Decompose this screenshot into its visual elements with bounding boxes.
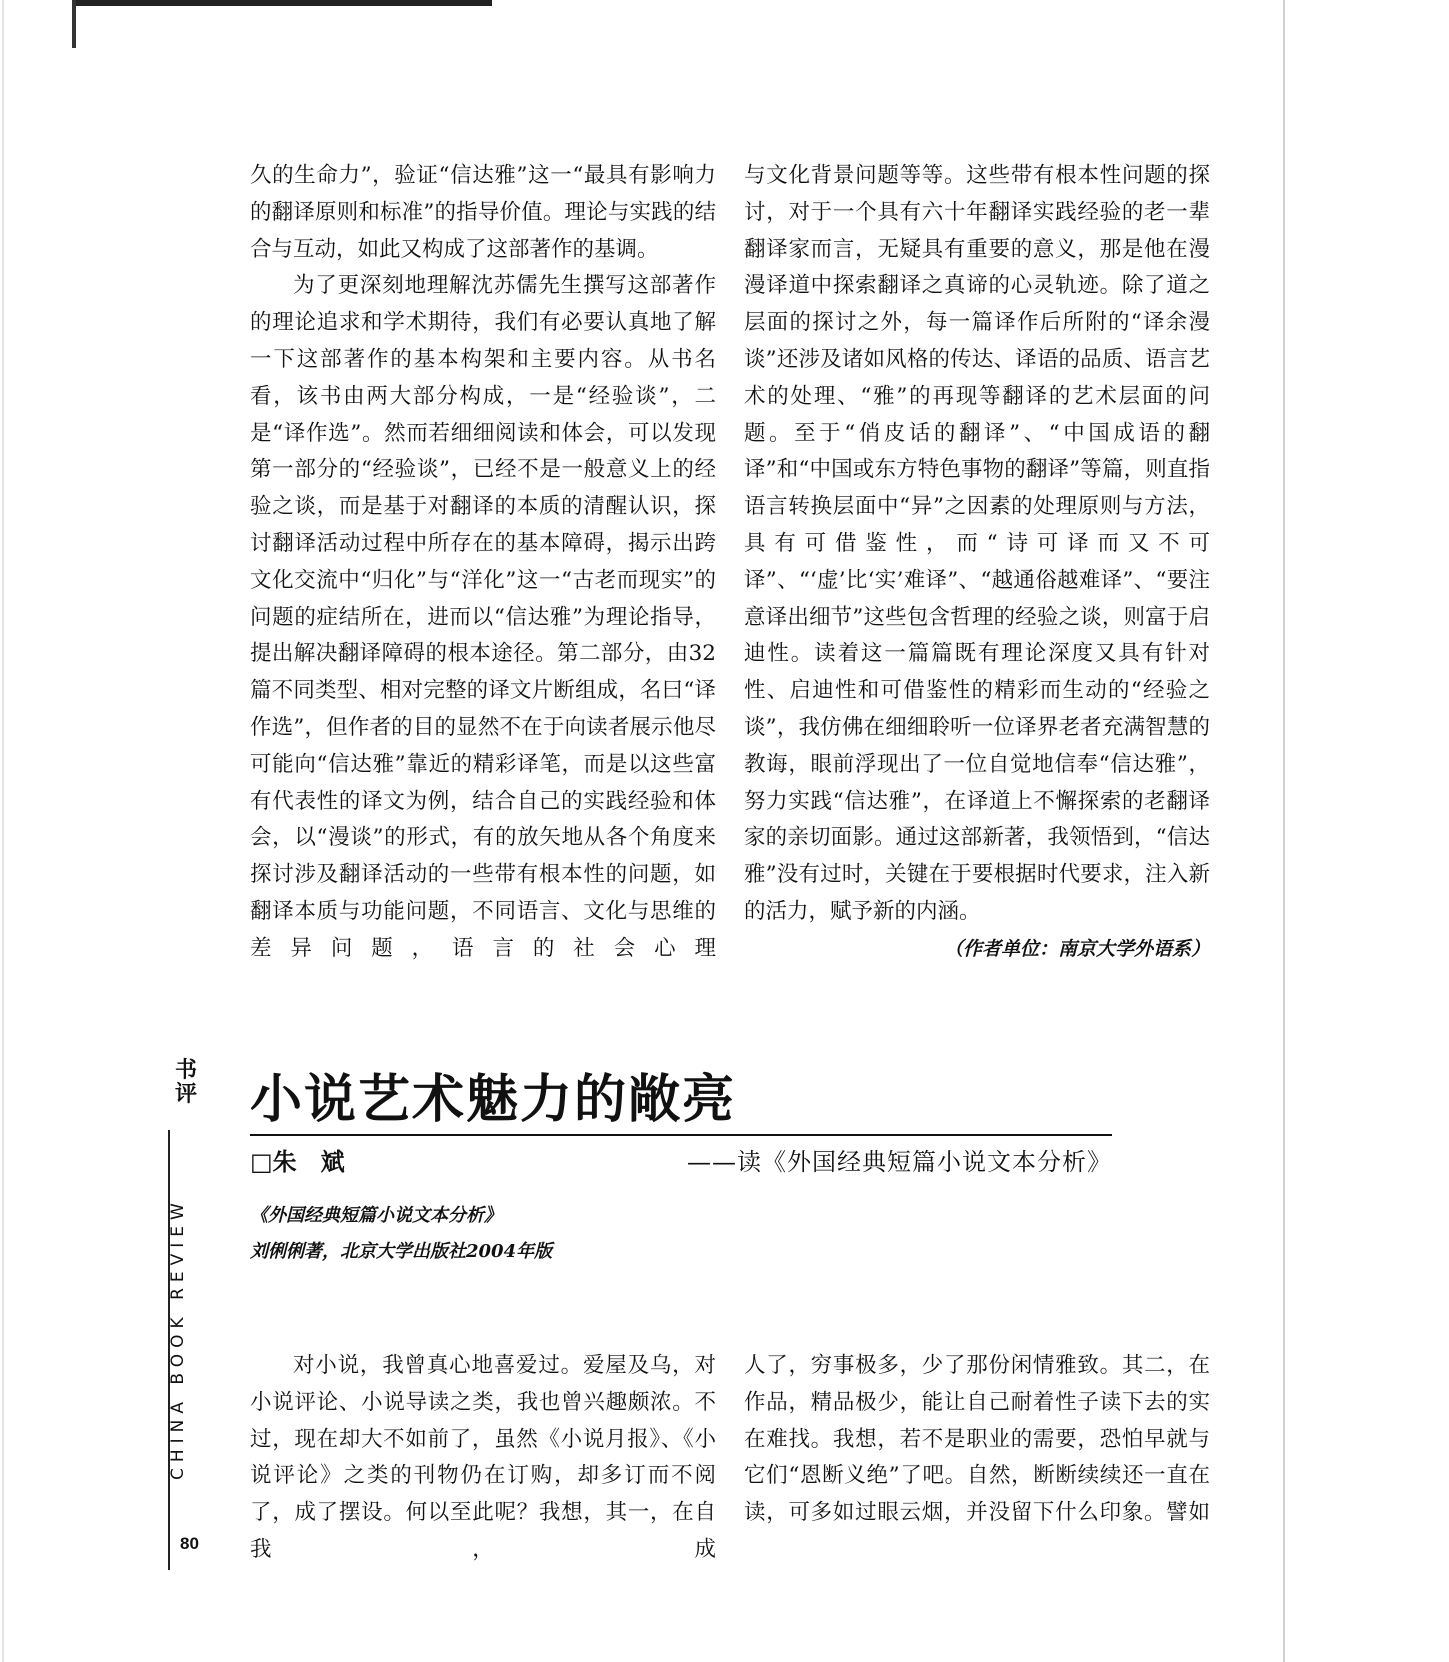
lower-left-column	[250, 1348, 716, 1569]
paragraph: 人了，穷事极多，少了那份闲情雅致。其二，在作品，精品极少，能让自己耐着性子读下去的实在难找。我想，若不是职业的需要，恐怕早就与它们“恩断义绝”了吧。自然，断断续续还一直在读，可多如过眼云烟，并没留下什么印象。譬如	[744, 1353, 1210, 1526]
top-corner-rule	[72, 0, 76, 48]
column-name-en: CHINA BOOK REVIEW	[168, 1197, 188, 1480]
title-underline	[250, 1134, 1112, 1136]
book-info	[250, 1198, 552, 1270]
paragraph: 与文化背景问题等等。这些带有根本性问题的探讨，对于一个具有六十年翻译实践经验的老一辈翻译家而言，无疑具有重要的意义，那是他在漫漫译道中探索翻译之真谛的心灵轨迹。除了道之层面的探讨之外，每一篇译作后所附的“译余漫谈”还涉及诸如风格的传达、译语的品质、语言艺术的处理、“雅”的再现等翻译的艺术层面的问题。至于“俏皮话的翻译”、“中国成语的翻译”和“中国或东方特色事物的翻译”等篇，则直指语言转换层面中“异”之因素的处理原则与方法，具有可借鉴性，而“诗可译而又不可译”、“‘虚’比‘实’难译”、“越通俗越难译”、“要注意译出细节”这些包含哲理的经验之谈，则富于启迪性。读着这一篇篇既有理论深度又具有针对性、启迪性和可借鉴性的精彩而生动的“经验之谈”，我仿佛在细细聆听一位译界老者充满智慧的教诲，眼前浮现出了一位自觉地信奉“信达雅”，努力实践“信达雅”，在译道上不懈探索的老翻译家的亲切面影。通过这部新著，我领悟到，“信达雅”没有过时，关键在于要根据时代要求，注入新的活力，赋予新的内涵。	[744, 163, 1210, 924]
lower-right-column	[744, 1348, 1210, 1532]
article-subtitle: ——读《外国经典短篇小说文本分析》	[687, 1148, 1112, 1176]
paragraph: 久的生命力”，验证“信达雅”这一“最具有影响力的翻译原则和标准”的指导价值。理论与实践的结合与互动，如此又构成了这部著作的基调。	[250, 163, 716, 262]
scan-right-edge	[1283, 0, 1285, 1662]
page-number: 80	[180, 1534, 199, 1553]
article-title: 小说艺术魅力的敞亮	[250, 1069, 737, 1130]
paragraph: 为了更深刻地理解沈苏儒先生撰写这部著作的理论追求和学术期待，我们有必要认真地了解一下这部著作的基本构架和主要内容。从书名看，该书由两大部分构成，一是“经验谈”，二是“译作选”。然而若细细阅读和体会，可以发现第一部分的“经验谈”，已经不是一般意义上的经验之谈，而是基于对翻译的本质的清醒认识，探讨翻译活动过程中所存在的基本障碍，揭示出跨文化交流中“归化”与“洋化”这一“古老而现实”的问题的症结所在，进而以“信达雅”为理论指导，提出解决翻译障碍的根本途径。第二部分，由32篇不同类型、相对完整的译文片断组成，名曰“译作选”，但作者的目的显然不在于向读者展示他尽可能向“信达雅”靠近的精彩译笔，而是以这些富有代表性的译文为例，结合自己的实践经验和体会，以“漫谈”的形式，有的放矢地从各个角度来探讨涉及翻译活动的一些带有根本性的问题，如翻译本质与功能问题，不同语言、文化与思维的差异问题，语言的社会心理	[250, 273, 716, 961]
book-title: 《外国经典短篇小说文本分析》	[250, 1205, 502, 1226]
article-author: □朱 斌	[250, 1147, 345, 1176]
book-publication: 刘俐俐著，北京大学出版社2004年版	[250, 1241, 553, 1262]
upper-right-column	[744, 158, 1210, 931]
author-affiliation: （作者单位：南京大学外语系）	[943, 938, 1210, 960]
column-name-zh: 书评	[174, 1057, 197, 1108]
upper-left-column	[250, 158, 716, 968]
paragraph: 对小说，我曾真心地喜爱过。爱屋及乌，对小说评论、小说导读之类，我也曾兴趣颇浓。不过，现在却大不如前了，虽然《小说月报》、《小说评论》之类的刊物仍在订购，却多订而不阅了，成了摆设。何以至此呢？我想，其一，在自我，成	[250, 1353, 716, 1562]
top-rule	[72, 0, 492, 6]
scan-left-edge	[2, 0, 4, 1662]
